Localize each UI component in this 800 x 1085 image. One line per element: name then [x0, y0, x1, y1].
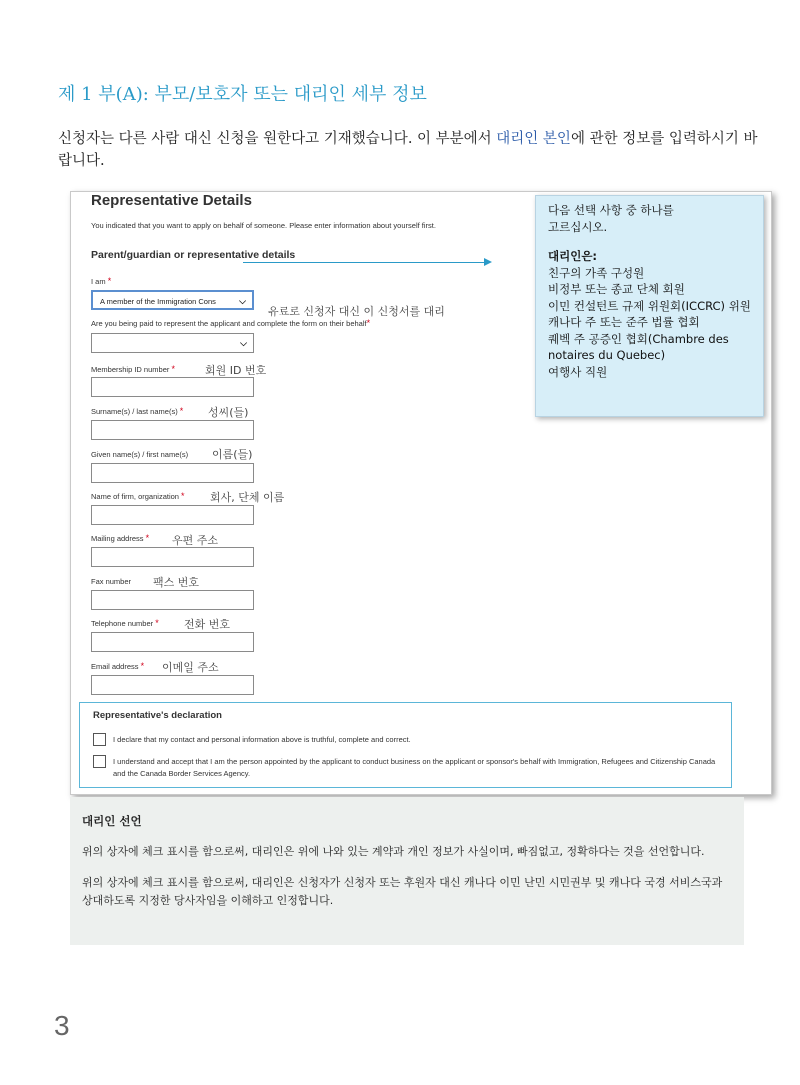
mailing-address-label: Mailing address * — [91, 533, 150, 543]
declaration-text-2: I understand and accept that I am the person appointed by the applicant to conduct business on the applicant or sponsor's behalf with Immigration, Refugees and Citizenship Canada and the Canada Border Services Agency. — [113, 757, 716, 778]
form-title: Representative Details — [91, 192, 252, 209]
telephone-input[interactable] — [91, 632, 254, 652]
telephone-korean: 전화 번호 — [184, 618, 231, 631]
tooltip-heading-line2: 고르십시오. — [548, 219, 608, 234]
declaration-checkbox-1[interactable] — [93, 733, 106, 746]
tooltip-option: 여행사 직원 — [548, 364, 608, 379]
given-name-korean: 이름(들) — [212, 448, 253, 461]
tooltip-heading-line1: 다음 선택 사항 중 하나를 — [548, 203, 674, 217]
email-input[interactable] — [91, 675, 254, 695]
membership-id-korean: 회원 ID 번호 — [205, 364, 267, 377]
declaration-text-1: I declare that my contact and personal information above is truthful, complete and correct. — [113, 735, 411, 744]
required-mark: * — [107, 276, 112, 286]
i-am-label: I am * — [91, 276, 112, 286]
chevron-down-icon: ⌵ — [239, 296, 246, 306]
declaration-title: Representative's declaration — [93, 710, 222, 721]
tooltip-heading — [548, 202, 751, 235]
translation-title: 대리인 선언 — [82, 814, 142, 828]
intro-text-after: 에 관한 정보를 입력하시기 바랍니다. — [58, 131, 758, 169]
surname-label: Surname(s) / last name(s) * — [91, 406, 184, 416]
callout-arrow-head — [484, 258, 492, 266]
declaration-checkbox-2[interactable] — [93, 755, 106, 768]
tooltip-option: 비정부 또는 종교 단체 회원 — [548, 282, 685, 296]
surname-korean: 성씨(들) — [208, 406, 249, 419]
tooltip-option: 퀘벡 주 공증인 협회(Chambre des notaires du Quebec) — [548, 331, 729, 362]
firm-name-korean: 회사, 단체 이름 — [210, 491, 285, 504]
paid-select[interactable] — [91, 333, 254, 353]
translation-paragraph-2: 위의 상자에 체크 표시를 함으로써, 대리인은 신청자가 신청자 또는 후원자 대신 캐나다 이민 난민 시민권부 및 캐나다 국경 서비스국과 상대하도록 지정한 당사자임을 이해하고 인정합니다. — [82, 876, 723, 907]
tooltip-options-title: 대리인은: — [548, 249, 598, 263]
given-name-label: Given name(s) / first name(s) — [91, 450, 189, 459]
tooltip-option: 친구의 가족 구성원 — [548, 265, 645, 280]
email-korean: 이메일 주소 — [162, 661, 219, 674]
intro-paragraph — [58, 128, 758, 172]
intro-highlight: 대리인 본인 — [496, 131, 571, 147]
membership-id-label: Membership ID number * — [91, 364, 175, 374]
membership-id-input[interactable] — [91, 377, 254, 397]
mailing-address-input[interactable] — [91, 547, 254, 567]
intro-text-before: 신청자는 다른 사람 대신 신청을 원한다고 기재했습니다. 이 부분에서 — [58, 131, 497, 147]
fax-number-korean: 팩스 번호 — [153, 576, 200, 589]
tooltip-option: 캐나다 주 또는 준주 법률 협회 — [548, 315, 700, 329]
mailing-address-korean: 우편 주소 — [172, 534, 219, 547]
options-tooltip — [535, 195, 764, 417]
email-label: Email address * — [91, 661, 145, 671]
chevron-down-icon: ⌵ — [240, 338, 247, 348]
section-title: 제 1 부(A): 부모/보호자 또는 대리인 세부 정보 — [58, 84, 427, 105]
declaration-translation-panel — [70, 797, 744, 945]
fax-number-label: Fax number — [91, 577, 132, 586]
fax-number-input[interactable] — [91, 590, 254, 610]
firm-name-label: Name of firm, organization * — [91, 491, 185, 501]
form-subtitle: You indicated that you want to apply on behalf of someone. Please enter information about yourself first. — [91, 221, 436, 230]
telephone-label: Telephone number * — [91, 618, 159, 628]
tooltip-option: 이민 컨설턴트 규제 위원회(ICCRC) 위원 — [548, 298, 751, 313]
callout-arrow-line — [243, 262, 489, 263]
surname-input[interactable] — [91, 420, 254, 440]
page-number: 3 — [54, 1010, 70, 1041]
translation-paragraph-1: 위의 상자에 체크 표시를 함으로써, 대리인은 위에 나와 있는 계약과 개인 정보가 사실이며, 빠짐없고, 정확하다는 것을 선언합니다. — [82, 845, 705, 858]
required-mark: * — [366, 318, 371, 328]
i-am-select-value: A member of the Immigration Cons — [100, 297, 216, 306]
given-name-input[interactable] — [91, 463, 254, 483]
declaration-box — [79, 702, 732, 788]
i-am-select[interactable] — [91, 290, 254, 310]
form-section-heading: Parent/guardian or representative details — [91, 249, 296, 261]
paid-label: Are you being paid to represent the applicant and complete the form on their behalf* — [91, 318, 371, 328]
firm-name-input[interactable] — [91, 505, 254, 525]
paid-korean-note: 유료로 신청자 대신 이 신청서를 대리 — [268, 305, 445, 318]
